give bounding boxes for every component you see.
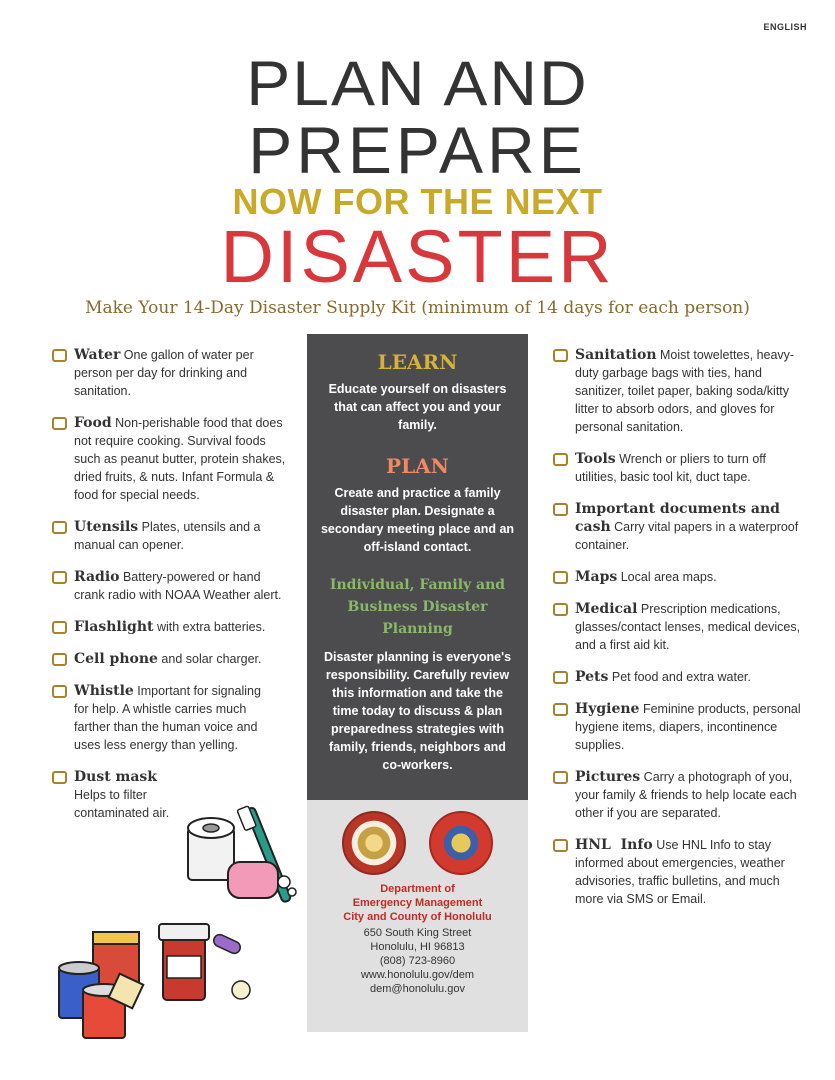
language-label: ENGLISH bbox=[763, 22, 807, 32]
checkbox[interactable] bbox=[553, 671, 568, 684]
checkbox[interactable] bbox=[553, 771, 568, 784]
checkbox[interactable] bbox=[52, 653, 67, 666]
dept-line-3: City and County of Honolulu bbox=[343, 911, 492, 923]
checklist-item-dust-mask: Dust mask Helps to filter contaminated air. bbox=[52, 768, 192, 822]
checklist-item-maps: Maps Local area maps. bbox=[553, 568, 808, 586]
checkbox[interactable] bbox=[553, 703, 568, 716]
title-line-3: NOW FOR THE NEXT bbox=[232, 181, 603, 222]
checklist-item-pets: Pets Pet food and extra water. bbox=[553, 668, 808, 686]
checkbox[interactable] bbox=[553, 571, 568, 584]
learn-heading: LEARN bbox=[377, 350, 458, 374]
dept-line-2: Emergency Management bbox=[352, 897, 483, 909]
canned-food-icon bbox=[59, 932, 143, 1038]
left-checklist bbox=[52, 346, 292, 836]
title-line-1: PLAN AND bbox=[246, 47, 589, 119]
checkbox[interactable] bbox=[553, 349, 568, 362]
checklist-item-radio: Radio Battery-powered or hand crank radio with NOAA Weather alert. bbox=[52, 568, 292, 604]
dept-line-1: Department of bbox=[380, 883, 455, 895]
checklist-item-utensils: Utensils Plates, utensils and a manual can opener. bbox=[52, 518, 292, 554]
plan-text: Create and practice a family disaster plan. Designate a secondary meeting place and an off-island contact. bbox=[320, 486, 515, 554]
dept-street: 650 South King Street bbox=[363, 927, 472, 939]
right-checklist bbox=[553, 346, 808, 922]
checkbox[interactable] bbox=[52, 685, 67, 698]
checklist-item-documents: Important documents and cash Carry vital papers in a waterproof container. bbox=[553, 500, 808, 554]
checklist-item-cell-phone: Cell phone and solar charger. bbox=[52, 650, 292, 668]
checkbox[interactable] bbox=[52, 349, 67, 362]
checkbox[interactable] bbox=[52, 621, 67, 634]
pill-bottle-icon bbox=[159, 924, 209, 1000]
subtitle: Make Your 14-Day Disaster Supply Kit (minimum of 14 days for each person) bbox=[85, 298, 750, 318]
checkbox[interactable] bbox=[553, 453, 568, 466]
department-contact bbox=[307, 882, 528, 996]
pill-icon bbox=[212, 933, 250, 999]
checkbox[interactable] bbox=[553, 603, 568, 616]
checkbox[interactable] bbox=[52, 417, 67, 430]
checkbox[interactable] bbox=[553, 839, 568, 852]
title-line-4: DISASTER bbox=[220, 215, 615, 298]
dept-website-link[interactable]: www.honolulu.gov/dem bbox=[360, 969, 475, 981]
title-line-2: PREPARE bbox=[248, 113, 587, 187]
checklist-item-hygiene: Hygiene Feminine products, personal hygiene items, diapers, incontinence supplies. bbox=[553, 700, 808, 754]
checklist-item-hnl-info: HNL Info Use HNL Info to stay informed about emergencies, weather advisories, traffic bulletins, and much more via SMS or Email. bbox=[553, 836, 808, 908]
seals bbox=[307, 811, 528, 881]
checklist-item-tools: Tools Wrench or pliers to turn off utilities, basic tool kit, duct tape. bbox=[553, 450, 808, 486]
center-panel bbox=[307, 334, 528, 1032]
checkbox[interactable] bbox=[52, 571, 67, 584]
checkbox[interactable] bbox=[52, 521, 67, 534]
checklist-item-water: Water One gallon of water per person per day for drinking and sanitation. bbox=[52, 346, 292, 400]
toiletries-illustration bbox=[180, 800, 315, 915]
plan-heading: PLAN bbox=[386, 454, 449, 478]
medicine-illustration bbox=[55, 920, 265, 1045]
checkbox[interactable] bbox=[553, 503, 568, 516]
planning-heading: Individual, Family and Business Disaster Planning bbox=[329, 577, 506, 637]
info-panel bbox=[307, 334, 528, 800]
checklist-item-pictures: Pictures Carry a photograph of you, your family & friends to help locate each other if you are separated. bbox=[553, 768, 808, 822]
checklist-item-medical: Medical Prescription medications, glasses/contact lenses, medical devices, and a first aid kit. bbox=[553, 600, 808, 654]
checklist-item-flashlight: Flashlight with extra batteries. bbox=[52, 618, 292, 636]
checkbox[interactable] bbox=[52, 771, 67, 784]
city-seal-icon bbox=[342, 811, 406, 875]
dem-seal-icon bbox=[429, 811, 493, 875]
checklist-item-sanitation: Sanitation Moist towelettes, heavy-duty garbage bags with ties, hand sanitizer, toilet paper, baking soda/kitty litter to absorb odors, and gloves for personal sanitation. bbox=[553, 346, 808, 436]
toilet-paper-icon bbox=[188, 818, 234, 880]
checklist-item-food: Food Non-perishable food that does not require cooking. Survival foods such as peanut butter, protein shakes, dried fruits, & nuts. Infant Formula & food for special needs. bbox=[52, 414, 292, 504]
planning-text: Disaster planning is everyone's responsibility. Carefully review this information and take the time today to discuss & plan preparedness strategies with family, friends, neighbors and co-workers. bbox=[323, 650, 512, 772]
dept-phone: (808) 723-8960 bbox=[379, 955, 456, 967]
dept-city: Honolulu, HI 96813 bbox=[370, 941, 465, 953]
dept-email-link[interactable]: dem@honolulu.gov bbox=[370, 983, 465, 995]
checklist-item-whistle: Whistle Important for signaling for help. A whistle carries much farther than the human voice and uses less energy than yelling. bbox=[52, 682, 276, 754]
learn-text: Educate yourself on disasters that can affect you and your family. bbox=[328, 382, 507, 432]
